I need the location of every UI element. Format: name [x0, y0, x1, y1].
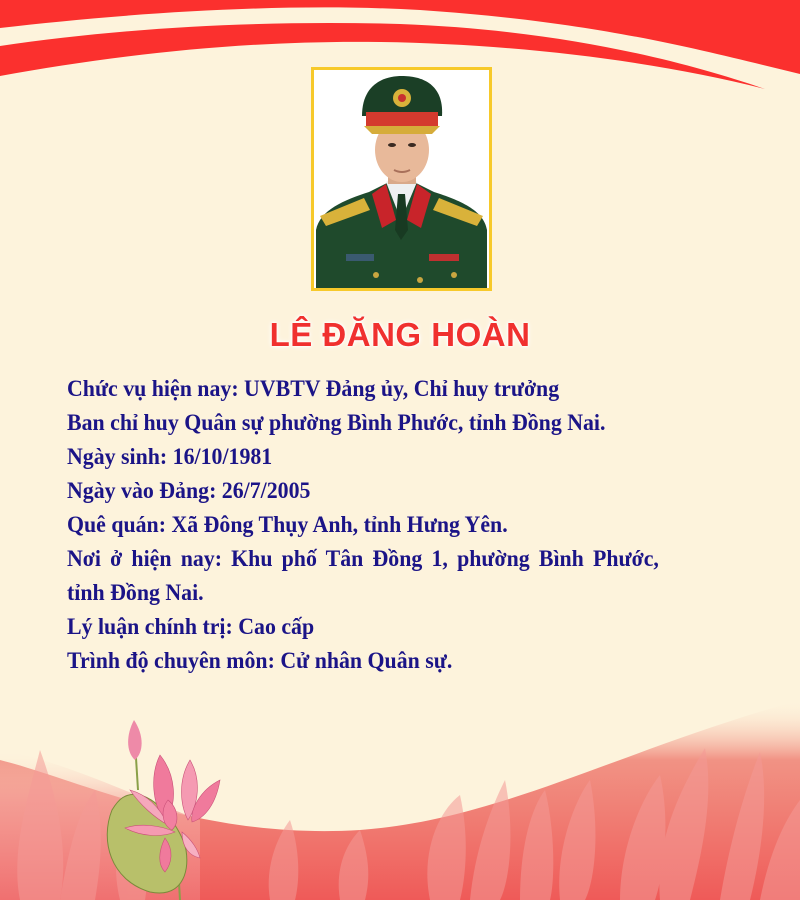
portrait-photo [311, 67, 492, 291]
bio-line-position-cont: Ban chỉ huy Quân sự phường Bình Phước, tỉnh Đồng Nai. [67, 410, 606, 436]
bio-line-qualification: Trình độ chuyên môn: Cử nhân Quân sự. [67, 648, 453, 674]
bio-line-residence-cont: tỉnh Đồng Nai. [67, 580, 204, 606]
bio-text [67, 372, 718, 678]
bio-line-birthdate: Ngày sinh: 16/10/1981 [67, 444, 273, 470]
bio-line-party-join-date: Ngày vào Đảng: 26/7/2005 [67, 478, 311, 504]
bio-line-hometown: Quê quán: Xã Đông Thụy Anh, tỉnh Hưng Yên. [67, 512, 508, 538]
bio-line-residence: Nơi ở hiện nay: Khu phố Tân Đồng 1, phường Bình Phước, [67, 546, 659, 572]
bio-line-political-theory: Lý luận chính trị: Cao cấp [67, 614, 315, 640]
profile-name: LÊ ĐĂNG HOÀN [269, 316, 531, 353]
bio-line-position: Chức vụ hiện nay: UVBTV Đảng ủy, Chỉ huy trưởng [67, 376, 560, 402]
officer-portrait-icon [314, 70, 489, 288]
lotus-decoration [0, 680, 800, 900]
